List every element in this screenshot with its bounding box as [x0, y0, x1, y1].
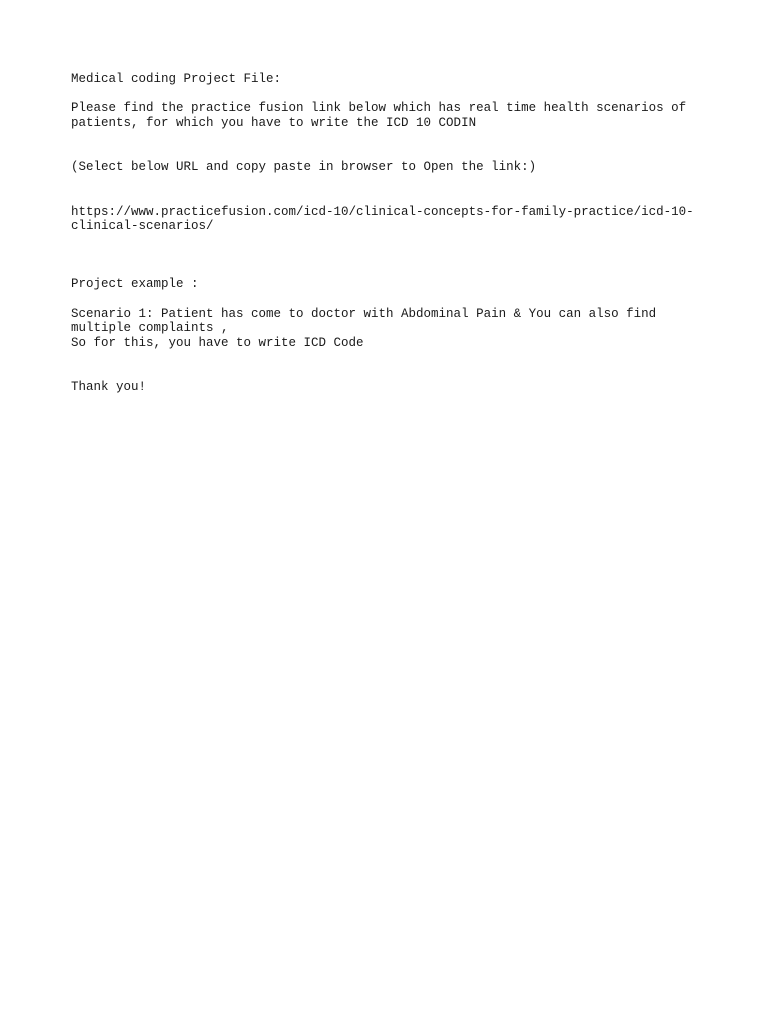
instruction-text: (Select below URL and copy paste in browser to Open the link:) [71, 160, 537, 174]
scenario-line-3: So for this, you have to write ICD Code [71, 336, 364, 350]
document-heading: Medical coding Project File: [71, 72, 282, 86]
intro-line-2: patients, for which you have to write the ICD 10 CODIN [71, 116, 477, 130]
intro-line-1: Please find the practice fusion link below which has real time health scenarios of [71, 101, 687, 115]
scenario-line-1: Scenario 1: Patient has come to doctor with Abdominal Pain & You can also find [71, 307, 657, 321]
url-line-1: https://www.practicefusion.com/icd-10/clinical-concepts-for-family-practice/icd-10- [71, 205, 694, 219]
url-line-2: clinical-scenarios/ [71, 219, 214, 233]
closing-text: Thank you! [71, 380, 147, 394]
example-heading: Project example : [71, 277, 199, 291]
scenario-line-2: multiple complaints , [71, 321, 229, 335]
